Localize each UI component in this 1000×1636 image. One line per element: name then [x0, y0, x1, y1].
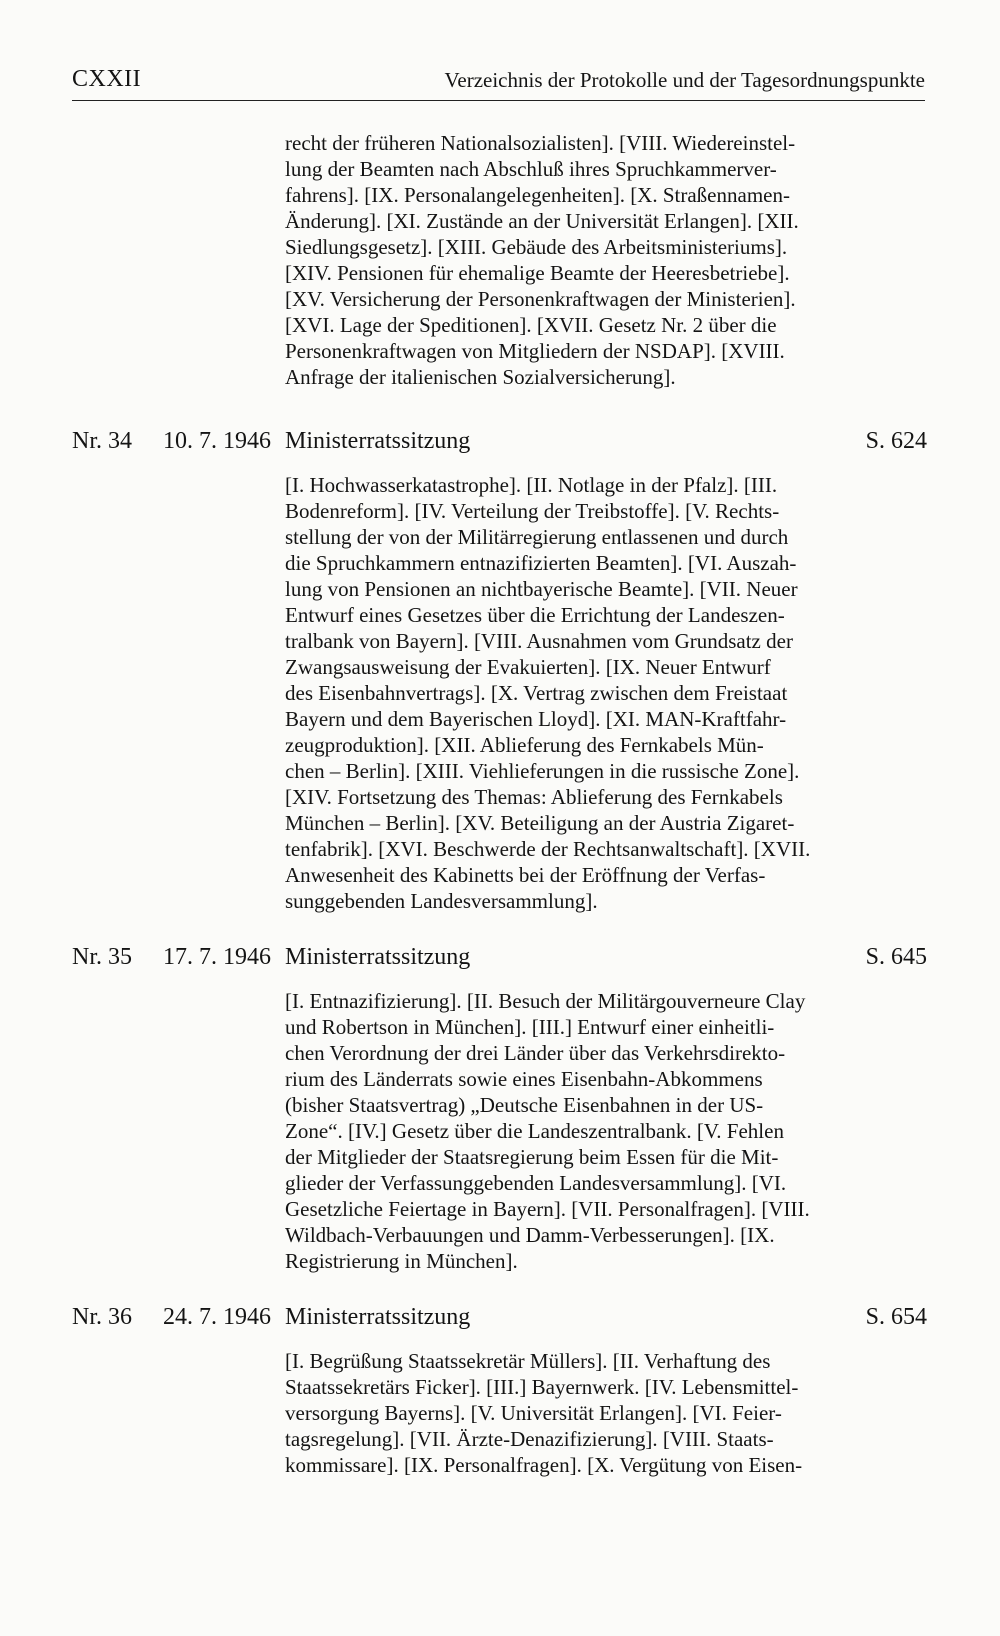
text-line: kommissare]. [IX. Personalfragen]. [X. Vergütung von Eisen-: [285, 1453, 803, 1477]
running-title: Verzeichnis der Protokolle und der Tagesordnungspunkte: [444, 68, 925, 92]
entry-title: Ministerratssitzung: [285, 944, 471, 970]
text-line: [XIV. Pensionen für ehemalige Beamte der Heeresbetriebe].: [285, 261, 790, 285]
text-line: Staatssekretärs Ficker]. [III.] Bayernwerk. [IV. Lebensmittel-: [285, 1375, 799, 1399]
entry-heading: [72, 428, 927, 460]
text-line: der Mitglieder der Staatsregierung beim Essen für die Mit-: [285, 1145, 779, 1169]
text-line: Zwangsausweisung der Evakuierten]. [IX. Neuer Entwurf: [285, 655, 771, 679]
text-line: versorgung Bayerns]. [V. Universität Erlangen]. [VI. Feier-: [285, 1401, 782, 1425]
page-number: CXXII: [72, 66, 142, 92]
entry-heading: [72, 944, 927, 976]
text-line: rium des Länderrats sowie eines Eisenbahn-Abkommens: [285, 1067, 763, 1091]
entry-number: Nr. 35: [72, 944, 132, 970]
text-line: des Eisenbahnvertrags]. [X. Vertrag zwischen dem Freistaat: [285, 681, 788, 705]
text-line: sunggebenden Landesversammlung].: [285, 889, 598, 913]
text-line: Wildbach-Verbauungen und Damm-Verbesserungen]. [IX.: [285, 1223, 775, 1247]
text-line: Personenkraftwagen von Mitgliedern der NSDAP]. [XVIII.: [285, 339, 785, 363]
text-line: München – Berlin]. [XV. Beteiligung an der Austria Zigaret-: [285, 811, 795, 835]
text-line: tralbank von Bayern]. [VIII. Ausnahmen vom Grundsatz der: [285, 629, 793, 653]
text-line: stellung der von der Militärregierung entlassenen und durch: [285, 525, 789, 549]
text-line: fahrens]. [IX. Personalangelegenheiten]. [X. Straßennamen-: [285, 183, 790, 207]
entry-title: Ministerratssitzung: [285, 1304, 471, 1330]
text-line: tenfabrik]. [XVI. Beschwerde der Rechtsanwaltschaft]. [XVII.: [285, 837, 811, 861]
text-line: tagsregelung]. [VII. Ärzte-Denazifizierung]. [VIII. Staats-: [285, 1427, 774, 1451]
entry-agenda: [285, 988, 840, 1274]
text-line: [I. Entnazifizierung]. [II. Besuch der Militärgouverneure Clay: [285, 989, 806, 1013]
text-line: chen – Berlin]. [XIII. Viehlieferungen in die russische Zone].: [285, 759, 800, 783]
text-line: die Spruchkammern entnazifizierten Beamten]. [VI. Auszah-: [285, 551, 797, 575]
entry-date: 17. 7. 1946: [163, 944, 271, 970]
text-line: und Robertson in München]. [III.] Entwurf einer einheitli-: [285, 1015, 775, 1039]
text-line: Bayern und dem Bayerischen Lloyd]. [XI. MAN-Kraftfahr-: [285, 707, 787, 731]
running-head: [72, 64, 925, 101]
entry-number: Nr. 34: [72, 428, 132, 454]
text-line: (bisher Staatsvertrag) „Deutsche Eisenbahnen in der US-: [285, 1093, 764, 1117]
entry-page-reference: S. 654: [865, 1304, 927, 1330]
text-line: Gesetzliche Feiertage in Bayern]. [VII. Personalfragen]. [VIII.: [285, 1197, 810, 1221]
text-line: Anwesenheit des Kabinetts bei der Eröffnung der Verfas-: [285, 863, 766, 887]
text-line: [XVI. Lage der Speditionen]. [XVII. Gesetz Nr. 2 über die: [285, 313, 777, 337]
continuation-paragraph: [285, 130, 840, 390]
entry-date: 10. 7. 1946: [163, 428, 271, 454]
entry-agenda: [285, 472, 840, 914]
entry-heading: [72, 1304, 927, 1336]
text-line: [XV. Versicherung der Personenkraftwagen der Ministerien].: [285, 287, 796, 311]
text-line: Anfrage der italienischen Sozialversicherung].: [285, 365, 676, 389]
entry-page-reference: S. 624: [865, 428, 927, 454]
text-line: lung von Pensionen an nichtbayerische Beamte]. [VII. Neuer: [285, 577, 798, 601]
entry-number: Nr. 36: [72, 1304, 132, 1330]
text-line: Bodenreform]. [IV. Verteilung der Treibstoffe]. [V. Rechts-: [285, 499, 780, 523]
text-line: Entwurf eines Gesetzes über die Errichtung der Landeszen-: [285, 603, 785, 627]
entry-page-reference: S. 645: [865, 944, 927, 970]
entry-date: 24. 7. 1946: [163, 1304, 271, 1330]
text-line: [I. Hochwasserkatastrophe]. [II. Notlage in der Pfalz]. [III.: [285, 473, 778, 497]
entry-agenda: [285, 1348, 840, 1478]
text-line: chen Verordnung der drei Länder über das Verkehrsdirekto-: [285, 1041, 786, 1065]
text-line: [I. Begrüßung Staatssekretär Müllers]. [II. Verhaftung des: [285, 1349, 771, 1373]
text-line: [XIV. Fortsetzung des Themas: Ablieferung des Fernkabels: [285, 785, 783, 809]
text-line: Zone“. [IV.] Gesetz über die Landeszentralbank. [V. Fehlen: [285, 1119, 784, 1143]
entry-title: Ministerratssitzung: [285, 428, 471, 454]
text-line: lung der Beamten nach Abschluß ihres Spruchkammerver-: [285, 157, 777, 181]
text-line: recht der früheren Nationalsozialisten]. [VIII. Wiedereinstel-: [285, 131, 796, 155]
text-line: zeugproduktion]. [XII. Ablieferung des Fernkabels Mün-: [285, 733, 764, 757]
text-line: glieder der Verfassunggebenden Landesversammlung]. [VI.: [285, 1171, 787, 1195]
text-line: Siedlungsgesetz]. [XIII. Gebäude des Arbeitsministeriums].: [285, 235, 788, 259]
text-line: Änderung]. [XI. Zustände an der Universität Erlangen]. [XII.: [285, 209, 799, 233]
text-line: Registrierung in München].: [285, 1249, 518, 1273]
